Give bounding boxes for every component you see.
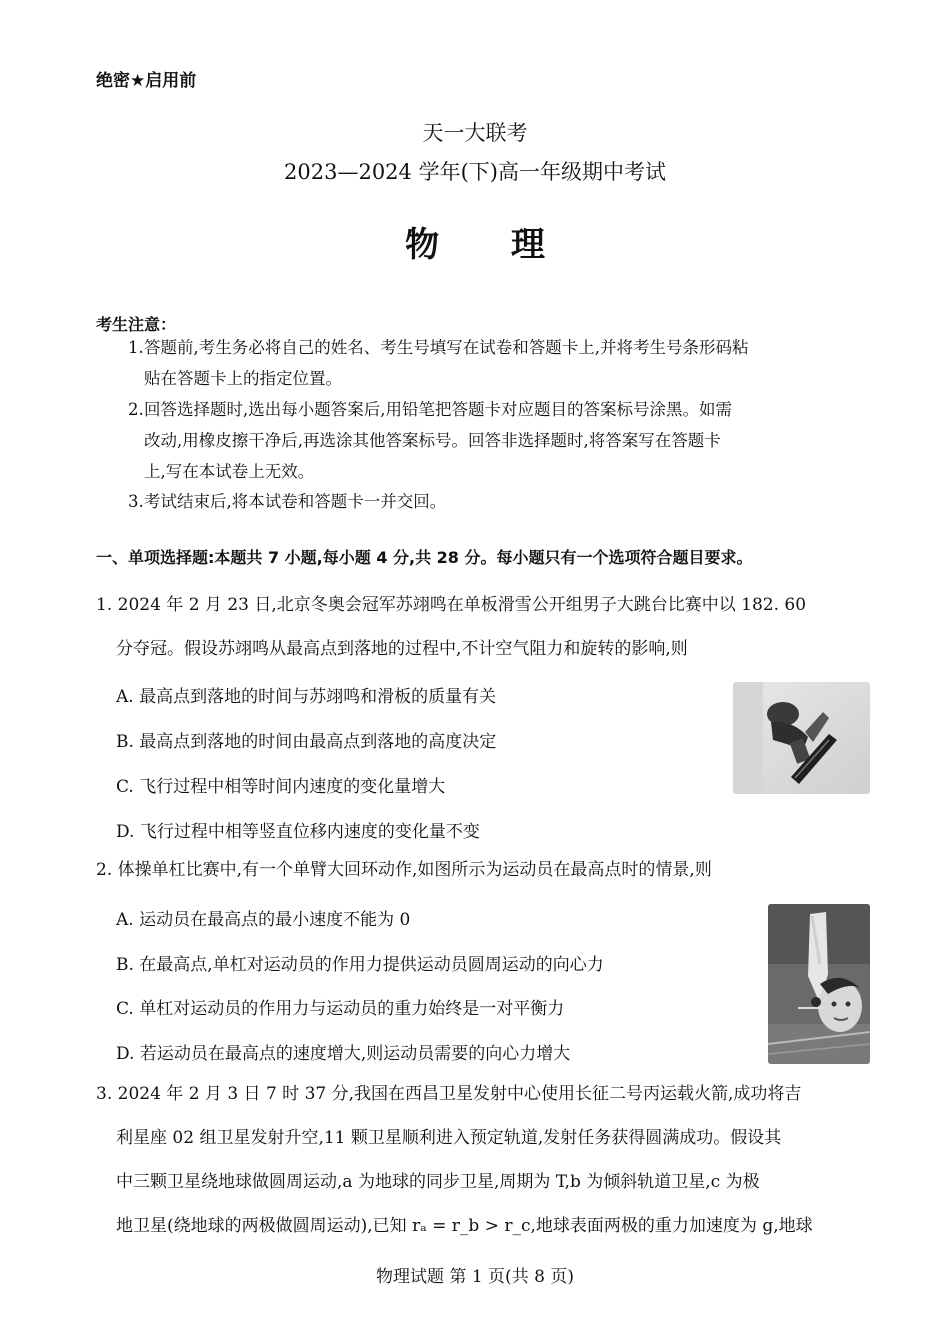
section-heading: 一、单项选择题:本题共 7 小题,每小题 4 分,共 28 分。每小题只有一个选项符合题目要求。 — [96, 548, 753, 567]
exam-title: 2023—2024 学年(下)高一年级期中考试 — [284, 160, 666, 184]
page-footer: 物理试题 第 1 页(共 8 页) — [376, 1267, 574, 1287]
option-c: C. 飞行过程中相等时间内速度的变化量增大 — [116, 777, 446, 797]
notice-title: 考生注意： — [96, 315, 177, 334]
option-a: A. 运动员在最高点的最小速度不能为 0 — [116, 910, 411, 930]
question-text: 中三颗卫星绕地球做圆周运动,a 为地球的同步卫星,周期为 T,b 为倾斜轨道卫星,c 为极 — [116, 1172, 760, 1192]
question-text: 3. 2024 年 2 月 3 日 7 时 37 分,我国在西昌卫星发射中心使用长征二号丙运载火箭,成功将吉 — [96, 1084, 802, 1104]
option-b: B. 最高点到落地的时间由最高点到落地的高度决定 — [116, 732, 497, 752]
notice-item-3 — [128, 486, 888, 517]
notice-item-1 — [128, 332, 888, 394]
exam-organizer: 天一大联考 — [422, 121, 528, 145]
gymnast-photo — [768, 904, 870, 1064]
confidential-label: 绝密★启用前 — [96, 71, 197, 91]
notice-text: 上,写在本试卷上无效。 — [144, 462, 315, 481]
subject-title: 物 理 — [405, 225, 575, 265]
question-text: 利星座 02 组卫星发射升空,11 颗卫星顺利进入预定轨道,发射任务获得圆满成功。假设其 — [116, 1128, 782, 1148]
notice-number: 2. — [128, 400, 144, 419]
option-a: A. 最高点到落地的时间与苏翊鸣和滑板的质量有关 — [116, 687, 497, 707]
notice-text: 答题前,考生务必将自己的姓名、考生号填写在试卷和答题卡上,并将考生号条形码粘 — [144, 338, 749, 357]
question-3 — [96, 1072, 886, 1248]
question-text: 2. 体操单杠比赛中,有一个单臂大回环动作,如图所示为运动员在最高点时的情景,则 — [96, 860, 712, 880]
question-text: 1. 2024 年 2 月 23 日,北京冬奥会冠军苏翊鸣在单板滑雪公开组男子大跳台比赛中以 182. 60 — [96, 595, 807, 615]
question-2 — [96, 848, 886, 892]
option-c: C. 单杠对运动员的作用力与运动员的重力始终是一对平衡力 — [116, 999, 565, 1019]
question-1 — [96, 583, 886, 671]
question-text: 分夺冠。假设苏翊鸣从最高点到落地的过程中,不计空气阻力和旋转的影响,则 — [116, 639, 688, 659]
option-d: D. 若运动员在最高点的速度增大,则运动员需要的向心力增大 — [116, 1044, 571, 1064]
notice-text: 考试结束后,将本试卷和答题卡一并交回。 — [144, 492, 447, 511]
snowboarder-photo — [733, 682, 870, 794]
notice-number: 3. — [128, 492, 144, 511]
notice-item-2 — [128, 394, 888, 487]
notice-number: 1. — [128, 338, 144, 357]
question-text: 地卫星(绕地球的两极做圆周运动),已知 rₐ = r_b > r_c,地球表面两极的重力加速度为 g,地球 — [116, 1216, 813, 1236]
notice-text: 回答选择题时,选出每小题答案后,用铅笔把答题卡对应题目的答案标号涂黑。如需 — [144, 400, 732, 419]
notice-text: 贴在答题卡上的指定位置。 — [144, 369, 342, 388]
notice-text: 改动,用橡皮擦干净后,再选涂其他答案标号。回答非选择题时,将答案写在答题卡 — [144, 431, 721, 450]
option-b: B. 在最高点,单杠对运动员的作用力提供运动员圆周运动的向心力 — [116, 955, 604, 975]
option-d: D. 飞行过程中相等竖直位移内速度的变化量不变 — [116, 822, 480, 842]
